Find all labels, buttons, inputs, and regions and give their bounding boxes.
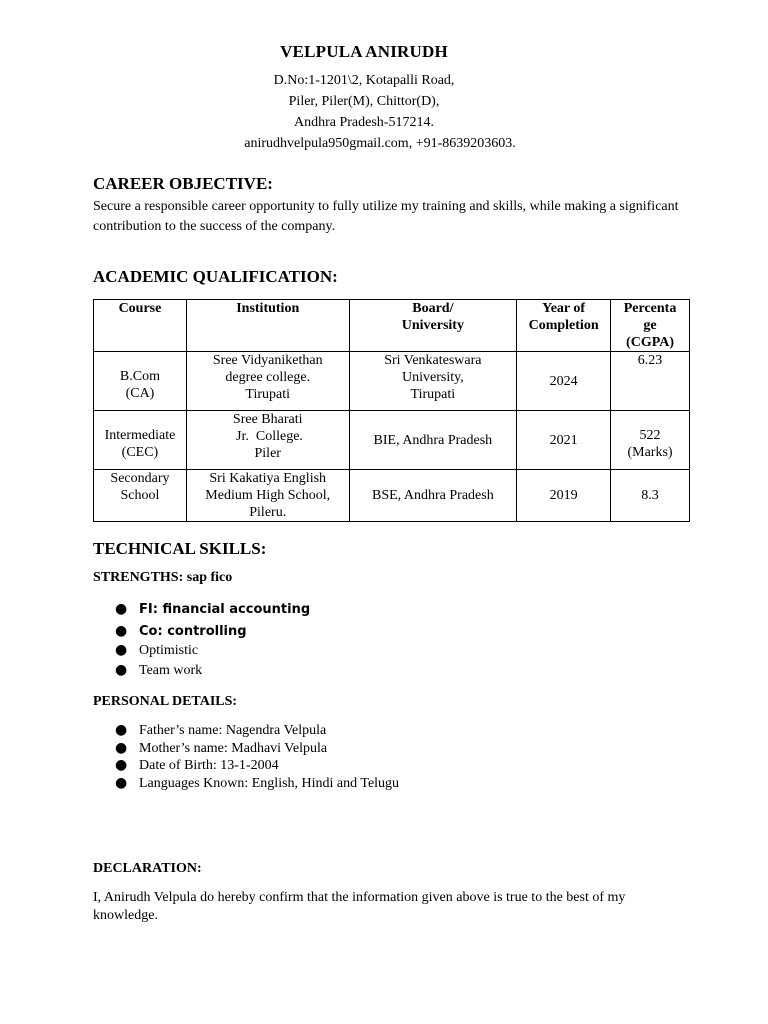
detail-text: Mother’s name: Madhavi Velpula xyxy=(139,740,328,756)
list-item xyxy=(115,600,310,620)
table-row xyxy=(94,411,690,470)
table-cell: Secondary School xyxy=(94,470,187,522)
table-cell: BSE, Andhra Pradesh xyxy=(349,470,517,522)
personal-details-list xyxy=(115,722,399,792)
list-item xyxy=(115,622,310,642)
column-header: Board/ University xyxy=(349,300,517,352)
list-item xyxy=(115,757,399,775)
strengths-label: STRENGTHS: sap fico xyxy=(93,570,233,585)
table-header-row xyxy=(94,300,690,352)
address-line-2: Piler, Piler(M), Chittor(D), xyxy=(288,94,440,109)
skill-text: Optimistic xyxy=(139,643,199,658)
table-cell: BIE, Andhra Pradesh xyxy=(349,411,517,470)
skill-text: Team work xyxy=(139,662,203,678)
table-cell: 8.3 xyxy=(611,470,690,522)
list-item xyxy=(115,641,310,661)
academic-table xyxy=(93,299,690,522)
detail-text: Languages Known: English, Hindi and Telugu xyxy=(139,775,400,791)
table-cell: Sri Venkateswara University, Tirupati xyxy=(349,352,517,411)
table-cell: Sree Vidyanikethan degree college. Tirupati xyxy=(186,352,349,411)
academic-heading: ACADEMIC QUALIFICATION: xyxy=(93,267,338,286)
detail-text: Date of Birth: 13-1-2004 xyxy=(139,758,279,773)
contact-line: anirudhvelpula950gmail.com, +91-8639203603. xyxy=(244,136,516,151)
table-row xyxy=(94,352,690,411)
skills-list xyxy=(115,600,310,680)
career-objective-heading: CAREER OBJECTIVE: xyxy=(93,174,273,193)
column-header: Year of Completion xyxy=(517,300,611,352)
skill-text: Co: controlling xyxy=(139,623,247,639)
table-cell: 2024 xyxy=(517,352,611,411)
list-item xyxy=(115,722,399,740)
list-item xyxy=(115,775,399,793)
table-cell: B.Com (CA) xyxy=(94,352,187,411)
detail-text: Father’s name: Nagendra Velpula xyxy=(139,723,327,738)
table-cell: 2021 xyxy=(517,411,611,470)
personal-details-heading: PERSONAL DETAILS: xyxy=(93,694,238,709)
career-objective-text: Secure a responsible career opportunity to fully utilize my training and skills, while making a significant contribution to the success of the company. xyxy=(93,199,679,234)
address-line-3: Andhra Pradesh-517214. xyxy=(294,115,434,130)
table-cell: Intermediate (CEC) xyxy=(94,411,187,470)
technical-skills-heading: TECHNICAL SKILLS: xyxy=(93,539,267,558)
column-header: Institution xyxy=(186,300,349,352)
column-header: Course xyxy=(94,300,187,352)
declaration-text: I, Anirudh Velpula do hereby confirm that the information given above is true to the best of my knowledge. xyxy=(93,890,626,923)
table-cell: 522 (Marks) xyxy=(611,411,690,470)
candidate-name: VELPULA ANIRUDH xyxy=(280,42,448,61)
list-item xyxy=(115,661,310,681)
skill-text: FI: financial accounting xyxy=(139,602,311,617)
column-header: Percenta ge (CGPA) xyxy=(611,300,690,352)
table-cell: 2019 xyxy=(517,470,611,522)
table-cell: Sri Kakatiya English Medium High School, Pileru. xyxy=(186,470,349,522)
table-cell: Sree Bharati Jr. College. Piler xyxy=(186,411,349,470)
declaration-heading: DECLARATION: xyxy=(93,861,202,876)
address-line-1: D.No:1-1201\2, Kotapalli Road, xyxy=(273,73,455,88)
table-row xyxy=(94,470,690,522)
table-cell: 6.23 xyxy=(611,352,690,411)
list-item xyxy=(115,740,399,758)
